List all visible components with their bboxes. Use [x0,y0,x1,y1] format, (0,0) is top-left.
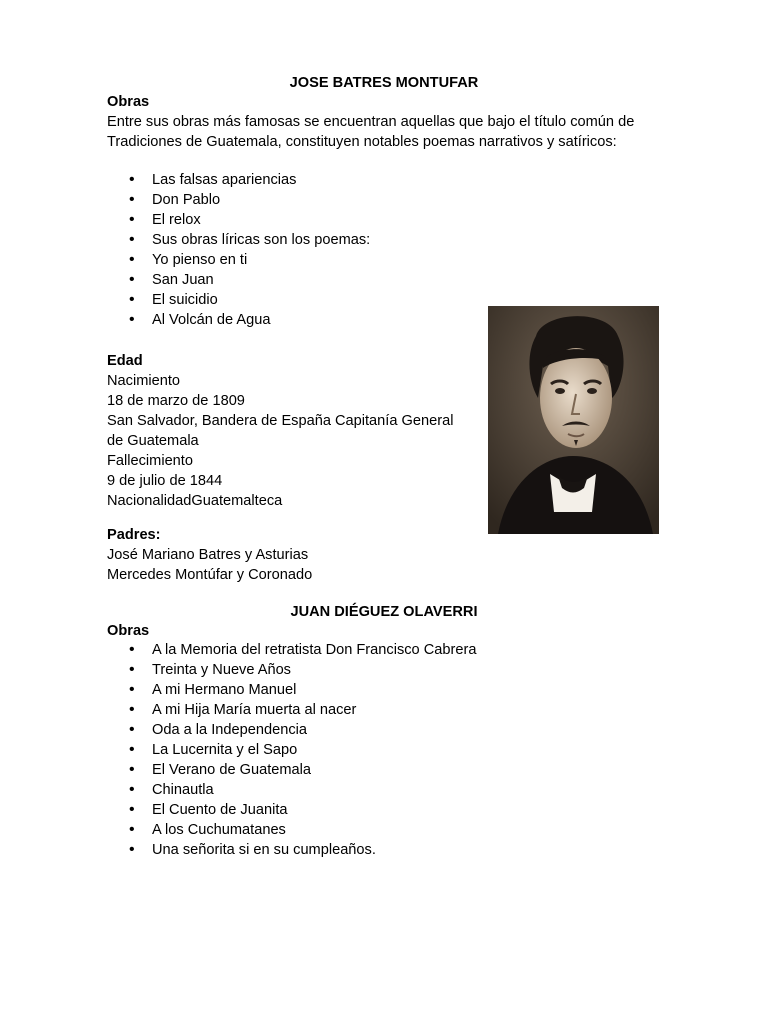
author1-intro-line2: Tradiciones de Guatemala, constituyen notables poemas narrativos y satíricos: [107,134,617,150]
list-item: • El Verano de Guatemala [107,760,476,780]
author1-edad-heading: Edad [107,353,143,369]
author1-obras-heading: Obras [107,94,150,110]
author1-intro-line1: Entre sus obras más famosas se encuentran aquellas que bajo el título común de [107,114,635,130]
list-item: • Treinta y Nueve Años [107,660,476,680]
portrait-photo [488,306,659,534]
author1-padres-heading: Padres: [107,527,161,543]
list-item: • Las falsas apariencias [107,170,370,190]
edad-line: San Salvador, Bandera de España Capitanía General [107,413,454,429]
list-item: • A mi Hija María muerta al nacer [107,700,476,720]
list-item: • El Cuento de Juanita [107,800,476,820]
padres-line: Mercedes Montúfar y Coronado [107,567,313,583]
list-item: • Una señorita si en su cumpleaños. [107,840,476,860]
list-item: • Yo pienso en ti [107,250,370,270]
padres-line: José Mariano Batres y Asturias [107,547,309,563]
author2-obras-heading: Obras [107,623,150,639]
author1-edad-section [107,351,453,511]
list-item: • El relox [107,210,370,230]
list-item: • Oda a la Independencia [107,720,476,740]
list-item: • El suicidio [107,290,370,310]
list-item: • La Lucernita y el Sapo [107,740,476,760]
list-item: • Don Pablo [107,190,370,210]
edad-line: NacionalidadGuatemalteca [107,493,283,509]
author1-section [107,92,667,152]
list-item: • A la Memoria del retratista Don Francisco Cabrera [107,640,476,660]
portrait-illustration [488,306,659,534]
author2-works-list [107,640,476,860]
edad-line: 18 de marzo de 1809 [107,393,245,409]
edad-line: de Guatemala [107,433,199,449]
author1-works-list [107,170,370,330]
edad-line: 9 de julio de 1844 [107,473,223,489]
list-item: • Sus obras líricas son los poemas: [107,230,370,250]
list-item: • A mi Hermano Manuel [107,680,476,700]
edad-line: Nacimiento [107,373,180,389]
list-item: • Chinautla [107,780,476,800]
list-item: • San Juan [107,270,370,290]
list-item: • Al Volcán de Agua [107,310,370,330]
author2-title: JUAN DIÉGUEZ OLAVERRI [290,604,478,620]
author1-padres-section [107,525,312,585]
author1-title: JOSE BATRES MONTUFAR [289,75,479,91]
author2-section [107,621,149,641]
edad-line: Fallecimiento [107,453,193,469]
list-item: • A los Cuchumatanes [107,820,476,840]
